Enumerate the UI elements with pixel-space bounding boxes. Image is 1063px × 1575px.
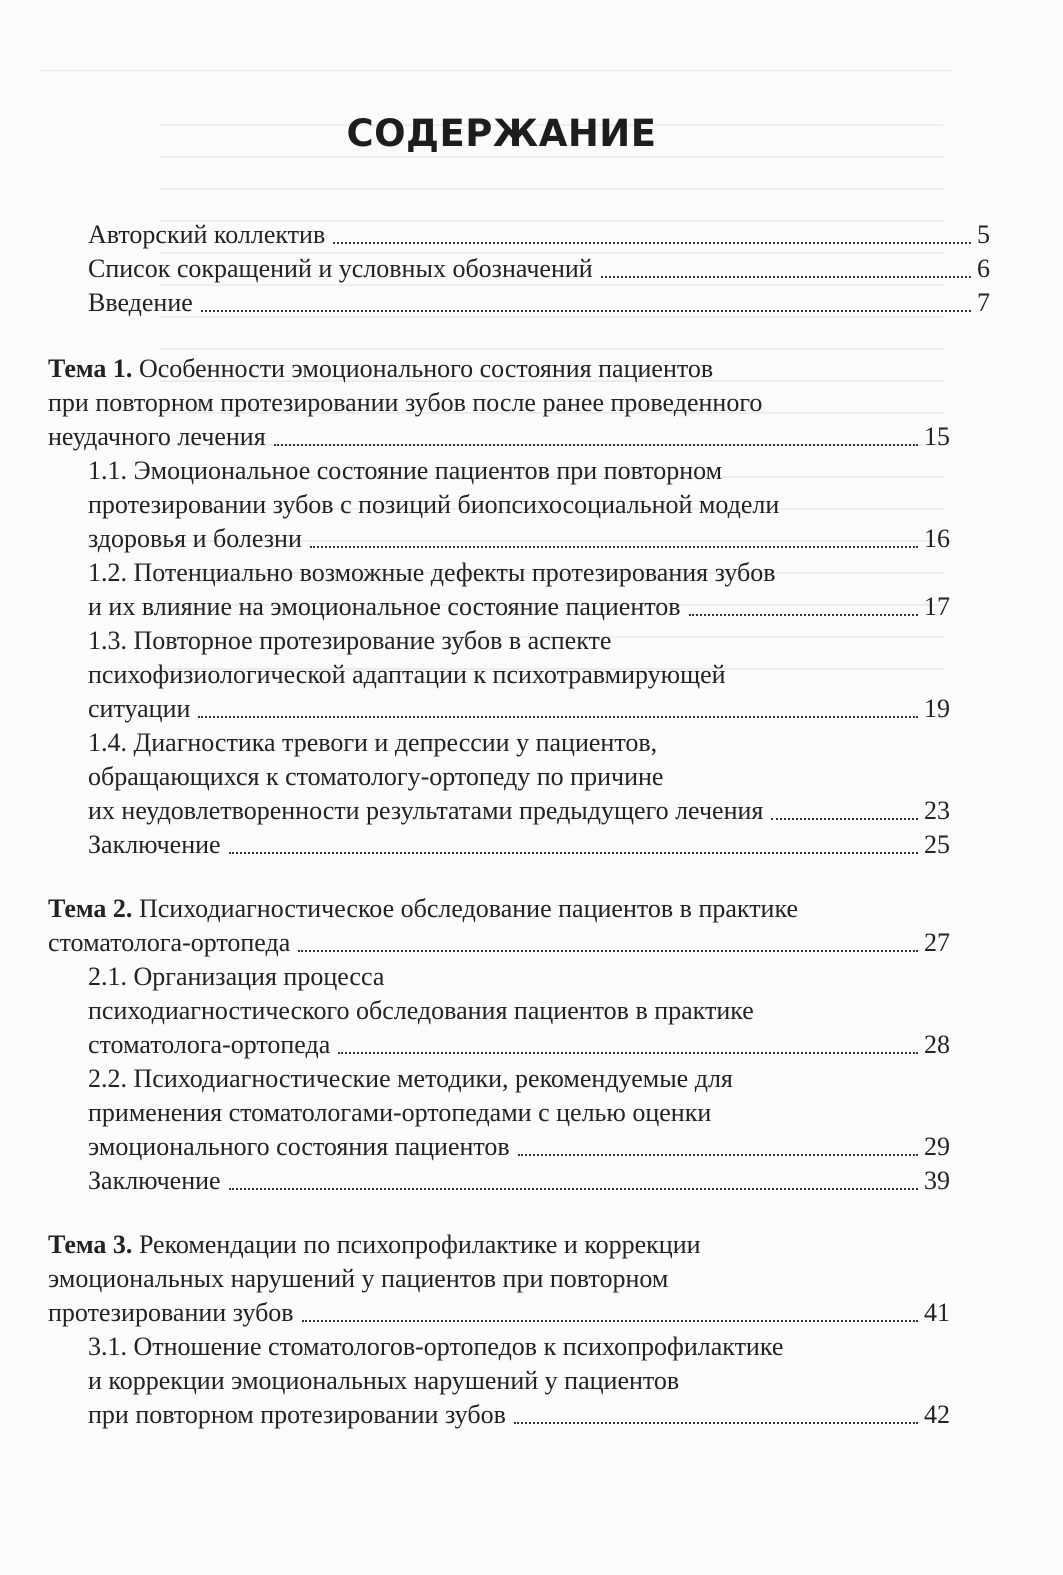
section-line	[88, 828, 950, 862]
section-text: ситуации	[88, 694, 191, 723]
section-line	[88, 1130, 950, 1164]
leader-dots	[514, 1422, 918, 1424]
toc-entry-page: 41	[924, 1298, 950, 1327]
leader-dots	[333, 242, 971, 244]
leader-dots	[771, 818, 918, 820]
topic-heading-line	[48, 352, 990, 386]
section-text: 1.4. Диагностика тревоги и депрессии у пациентов,	[88, 728, 658, 757]
section-text: и их влияние на эмоциональное состояние пациентов	[88, 592, 681, 621]
section-line	[88, 794, 950, 828]
topic-title-line: неудачного лечения	[48, 422, 266, 451]
running-head	[40, 50, 953, 71]
toc-entry-text: Список сокращений и условных обозначений	[88, 254, 593, 283]
section-line	[88, 960, 384, 994]
topic-title-line: протезировании зубов	[48, 1298, 294, 1327]
section-line	[88, 1330, 783, 1364]
toc-entry-text: Авторский коллектив	[88, 220, 326, 249]
toc-entry-page: 19	[924, 694, 950, 723]
section-text: эмоционального состояния пациентов	[88, 1132, 510, 1161]
leader-dots	[689, 614, 918, 616]
topic-title-line: Особенности эмоционального состояния пациентов	[138, 354, 714, 383]
section-text: здоровья и болезни	[88, 524, 302, 553]
section-text: Заключение	[88, 1166, 221, 1195]
leader-dots	[298, 950, 918, 952]
section-text: психодиагностического обследования пациентов в практике	[88, 996, 754, 1025]
section-text: психофизиологической адаптации к психотравмирующей	[88, 660, 726, 689]
topic-label: Тема 3.	[48, 1230, 133, 1259]
section-text: 1.3. Повторное протезирование зубов в аспекте	[88, 626, 612, 655]
section-text: 3.1. Отношение стоматологов-ортопедов к психопрофилактике	[88, 1332, 784, 1361]
leader-dots	[310, 546, 918, 548]
topic-title-line: при повторном протезировании зубов после ранее проведенного	[48, 388, 763, 417]
toc-entry-page: 5	[977, 220, 990, 249]
section-line	[88, 692, 950, 726]
topic-heading-line	[48, 892, 798, 926]
section-line	[88, 1096, 711, 1130]
leader-dots	[601, 276, 971, 278]
topic-title-line: Психодиагностическое обследование пациентов в практике	[138, 894, 798, 923]
toc-entry-page: 29	[924, 1132, 950, 1161]
topic-title-line: Рекомендации по психопрофилактике и коррекции	[138, 1230, 701, 1259]
topic-heading-line	[48, 1296, 950, 1330]
leader-dots	[302, 1320, 918, 1322]
section-line	[88, 658, 726, 692]
section-text: 2.1. Организация процесса	[88, 962, 385, 991]
toc-entry-page: 16	[924, 524, 950, 553]
section-text: и коррекции эмоциональных нарушений у пациентов	[88, 1366, 680, 1395]
toc-entry-page: 15	[924, 422, 950, 451]
topic-heading-line	[48, 1228, 701, 1262]
toc-entry-text: Введение	[88, 288, 193, 317]
section-text: Заключение	[88, 830, 221, 859]
topic-heading-line	[48, 420, 950, 454]
toc-entry-page: 7	[977, 288, 990, 317]
section-text: их неудовлетворенности результатами предыдущего лечения	[88, 796, 764, 825]
toc-entry	[88, 252, 990, 286]
section-text: применения стоматологами-ортопедами с целью оценки	[88, 1098, 712, 1127]
section-line	[88, 522, 950, 556]
section-text: протезировании зубов с позиций биопсихосоциальной модели	[88, 490, 780, 519]
leader-dots	[201, 310, 971, 312]
topic-label: Тема 1.	[48, 354, 133, 383]
topic-heading-line	[48, 926, 950, 960]
leader-dots	[274, 444, 918, 446]
leader-dots	[338, 1052, 918, 1054]
section-line	[88, 1398, 950, 1432]
section-text: при повторном протезировании зубов	[88, 1400, 506, 1429]
toc-entry	[88, 218, 990, 252]
toc-entry	[88, 286, 990, 320]
section-text: обращающихся к стоматологу-ортопеду по причине	[88, 762, 664, 791]
page-title: СОДЕРЖАНИЕ	[346, 112, 657, 155]
toc-entry-page: 6	[977, 254, 990, 283]
section-line	[88, 488, 779, 522]
section-line	[88, 1364, 679, 1398]
leader-dots	[229, 1188, 918, 1190]
toc-entry-page: 39	[924, 1166, 950, 1195]
section-line	[88, 556, 776, 590]
section-text: 1.1. Эмоциональное состояние пациентов при повторном	[88, 456, 723, 485]
leader-dots	[518, 1154, 918, 1156]
topic-title-line: стоматолога-ортопеда	[48, 928, 291, 957]
toc-entry-page: 28	[924, 1030, 950, 1059]
leader-dots	[198, 716, 918, 718]
section-text: стоматолога-ортопеда	[88, 1030, 331, 1059]
toc-entry-page: 27	[924, 928, 950, 957]
toc-entry-page: 25	[924, 830, 950, 859]
section-text: 2.2. Психодиагностические методики, рекомендуемые для	[88, 1064, 733, 1093]
topic-title-line: эмоциональных нарушений у пациентов при повторном	[48, 1264, 669, 1293]
section-line	[88, 726, 657, 760]
toc-entry-page: 17	[924, 592, 950, 621]
section-text: 1.2. Потенциально возможные дефекты протезирования зубов	[88, 558, 776, 587]
topic-label: Тема 2.	[48, 894, 133, 923]
toc-entry-page: 42	[924, 1400, 950, 1429]
leader-dots	[229, 852, 918, 854]
toc-entry-page: 23	[924, 796, 950, 825]
topic-heading-line	[48, 386, 990, 420]
section-line	[88, 1164, 950, 1198]
section-line	[88, 994, 754, 1028]
topic-heading-line	[48, 1262, 668, 1296]
section-line	[88, 1062, 733, 1096]
section-line	[88, 454, 722, 488]
section-line	[88, 1028, 950, 1062]
section-line	[88, 760, 663, 794]
section-line	[88, 624, 611, 658]
section-line	[88, 590, 950, 624]
